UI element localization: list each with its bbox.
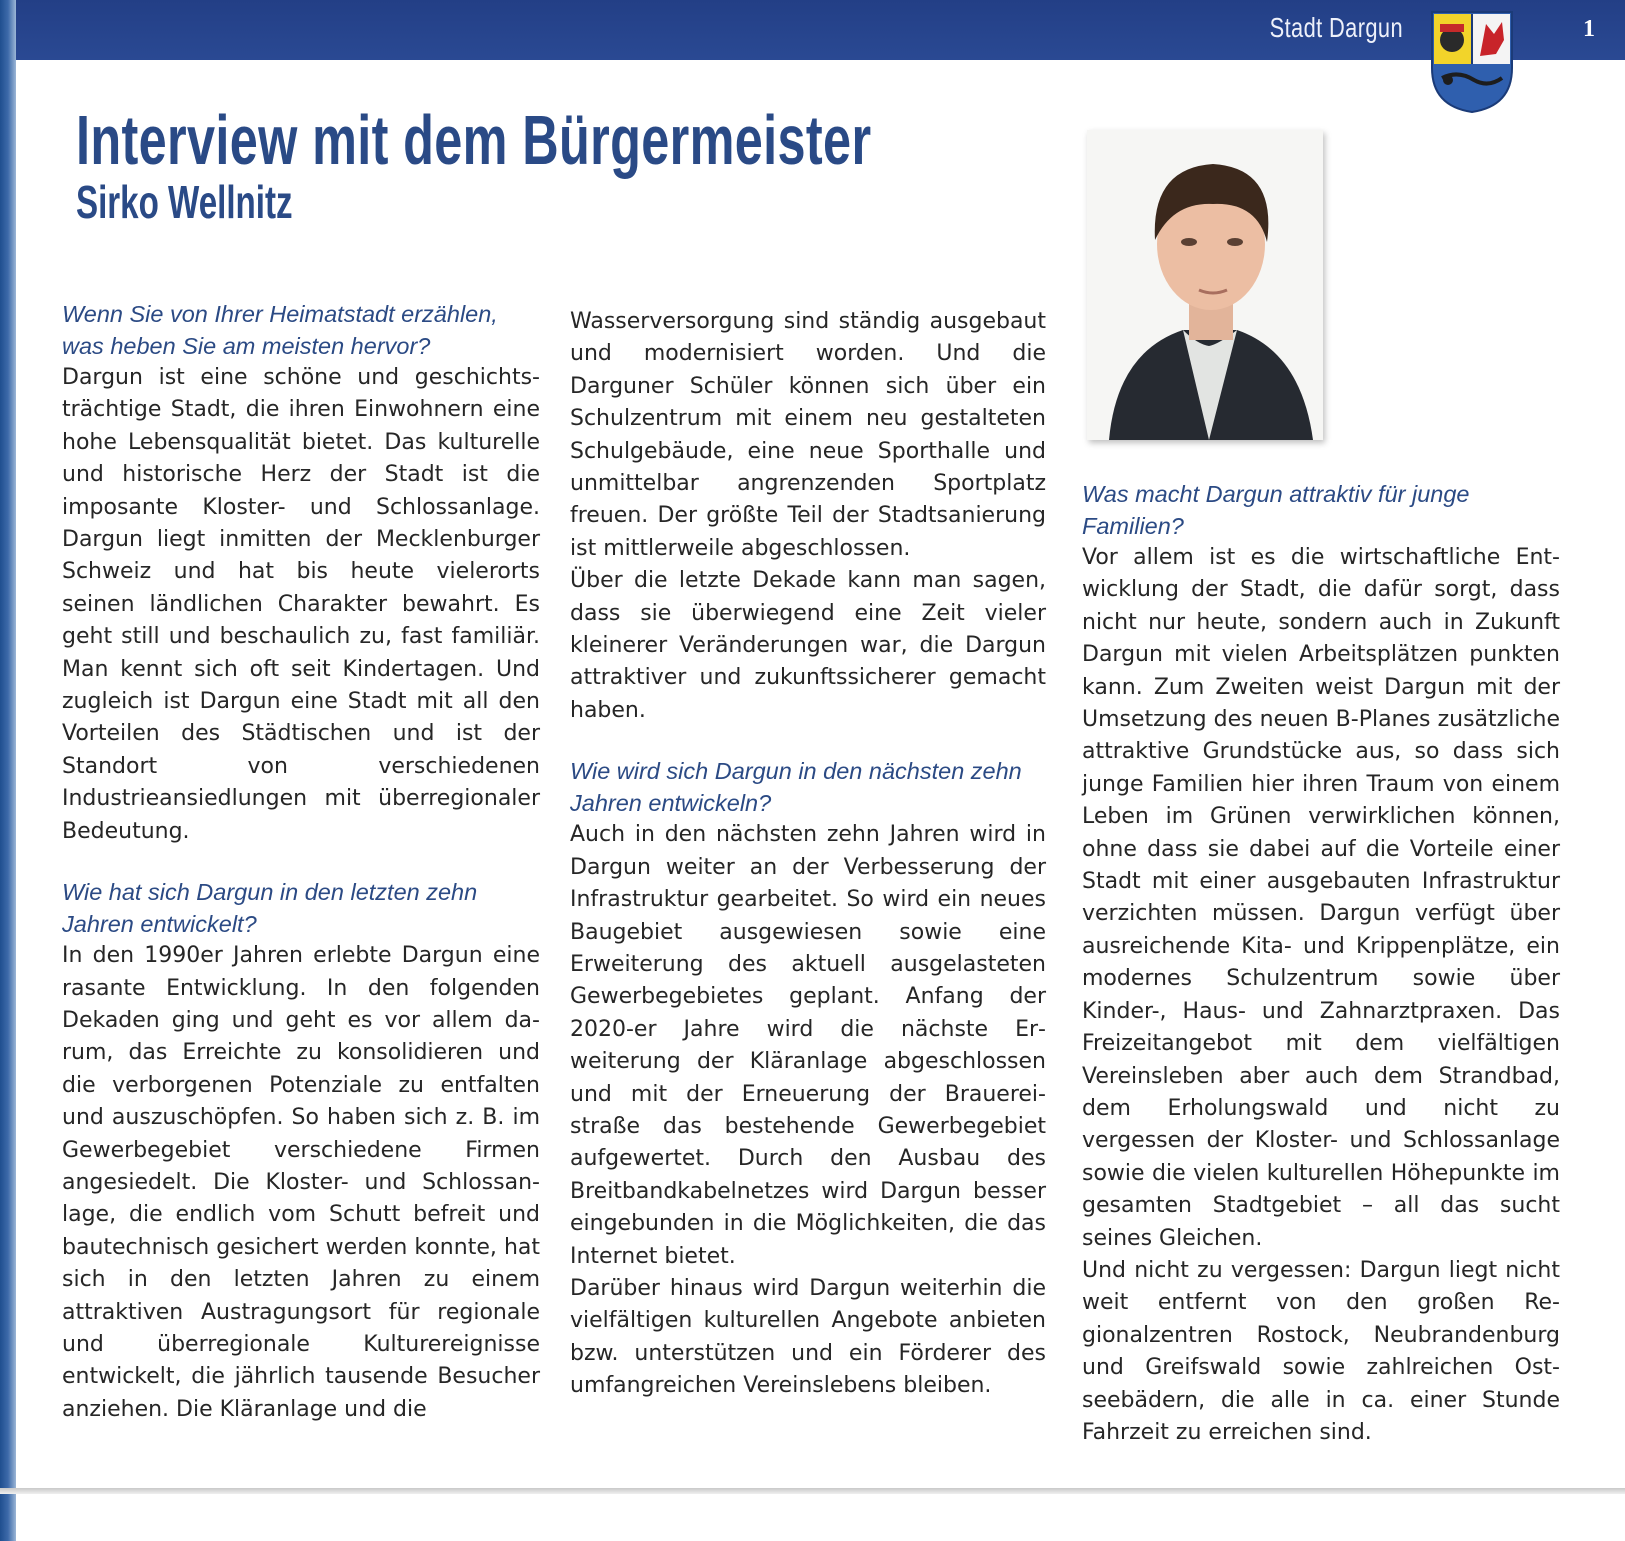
- answer-text: Über die letzte Dekade kann man sagen, dass sie überwiegend eine Zeit vieler kleinerer Veränderungen war, die Dargun attraktiver und zukunftssicherer gemacht haben.: [570, 568, 1046, 723]
- answer-text: Vor allem ist es die wirtschaftliche Entwicklung der Stadt, die dafür sorgt, dass nicht nur heute, sondern auch in Zukunft Dargun mit vielen Arbeitsplätzen punkten kann. Zum Zweiten weist Dargun mit der Umsetzung des neuen B-Planes zusätzliche attraktive Grundstücke aus, so dass sich junge Familien hier ihren Traum von einem Leben im Grünen verwirklichen können, ohne dass sie dabei auf die Vorteile einer Stadt mit einer ausgebauten Infrastruktur verzichten müssen. Dargun verfügt über ausreichende Kita- und Krippenplätze, ein modernes Schulzentrum sowie über Kinder-, Haus- und Zahnarztpraxen. Das Freizeitangebot mit dem vielfältigen Vereinsleben aber auch dem Strandbad, dem Erholungswald und nicht zu vergessen der Kloster- und Schlossanlage sowie die vielen kulturellen Höhepunkte im gesamten Stadtgebiet – all das sucht seines Gleichen.: [1082, 545, 1560, 1251]
- question-heading: Wenn Sie von Ihrer Heimatstadt erzählen, was heben Sie am meisten hervor?: [62, 301, 498, 359]
- page-spine: [0, 0, 16, 1541]
- answer-text: Wasserversorgung sind ständig ausgebaut und modernisiert worden. Und die Darguner Schüler können sich über ein Schulzentrum mit einem neu gestalteten Schulgebäude, eine neue Sporthalle und unmittelbar angrenzenden Sportplatz freuen. Der größte Teil der Stadtsanierung ist mittlerweile abgeschlossen.: [570, 309, 1046, 561]
- article-title: Interview mit dem Bürgermeister: [76, 101, 872, 179]
- answer-text: In den 1990er Jahren erlebte Dargun eine rasante Entwicklung. In den folgenden Dekaden ging und geht es vor allem darum, das Erreichte zu konsolidieren und die verborgenen Potenziale zu entfalten und auszuschöpfen. So haben sich z. B. im Gewerbegebiet verschiedene Firmen angesiedelt. Die Kloster- und Schlossanlage, die endlich vom Schutt befreit und bautechnisch gesichert werden konnte, hat sich in den letzten Jahren zu einem attraktiven Austragungsort für regionale und überregionale Kulturereignisse entwickelt, die jährlich tausende Besucher anziehen. Die Kläranlage und die: [62, 943, 540, 1422]
- question-heading: Wie hat sich Dargun in den letzten zehn Jahren entwickelt?: [62, 879, 478, 938]
- column-2: [570, 306, 1046, 1403]
- answer-text: Dargun ist eine schöne und geschichtsträchtige Stadt, die ihren Einwohnern eine hohe Lebensqualität bietet. Das kulturelle und historische Herz der Stadt ist die imposante Kloster- und Schlossanlage. Dargun liegt inmitten der Mecklenburger Schweiz und hat bis heute vielerorts seinen ländlichen Charakter bewahrt. Es geht still und beschaulich zu, fast familiär. Man kennt sich oft seit Kindertagen. Und zugleich ist Dargun eine Stadt mit all den Vorteilen des Städtischen und ist der Standort von verschiedenen Industrieansiedlungen mit überregionaler Bedeutung.: [62, 365, 540, 844]
- header-town-name: Stadt Dargun: [1269, 12, 1403, 43]
- coat-of-arms-icon: [1428, 10, 1516, 114]
- portrait-photo: [1087, 130, 1323, 440]
- question-heading: Wie wird sich Dargun in den nächsten zehn Jahren entwickeln?: [570, 758, 1022, 817]
- article-subtitle: Sirko Wellnitz: [76, 176, 293, 228]
- answer-text: Darüber hinaus wird Dargun weiterhin die vielfältigen kulturellen Angebote anbieten bzw. unterstützen und ein Förderer des umfangreichen Vereinslebens bleiben.: [570, 1275, 1046, 1399]
- answer-text: Und nicht zu vergessen: Dargun liegt nicht weit entfernt von den großen Regionalzentren Rostock, Neubrandenburg und Greifswald sowie zahlreichen Ostseebädern, die alle in ca. einer Stunde Fahrzeit zu erreichen sind.: [1082, 1257, 1560, 1445]
- column-3: [1082, 478, 1560, 1449]
- header-bar: [16, 0, 1625, 60]
- column-1: [62, 298, 540, 1426]
- answer-text: Auch in den nächsten zehn Jahren wird in Dargun weiter an der Verbesserung der Infrastruktur gearbeitet. So wird ein neues Baugebiet ausgewiesen sowie eine Erweiterung des aktuell ausgelasteten Gewerbegebietes geplant. Anfang der 2020-er Jahre wird die nächste Erweiterung der Kläranlage abgeschlossen und mit der Erneuerung der Brauereistraße das bestehende Gewerbegebiet aufgewertet. Durch den Ausbau des Breitbandkabelnetzes wird Dargun besser eingebunden in die Möglichkeiten, die das Internet bietet.: [570, 822, 1046, 1269]
- question-heading: Was macht Dargun attraktiv für junge Familien?: [1082, 481, 1470, 539]
- page-number: 1: [1583, 16, 1595, 42]
